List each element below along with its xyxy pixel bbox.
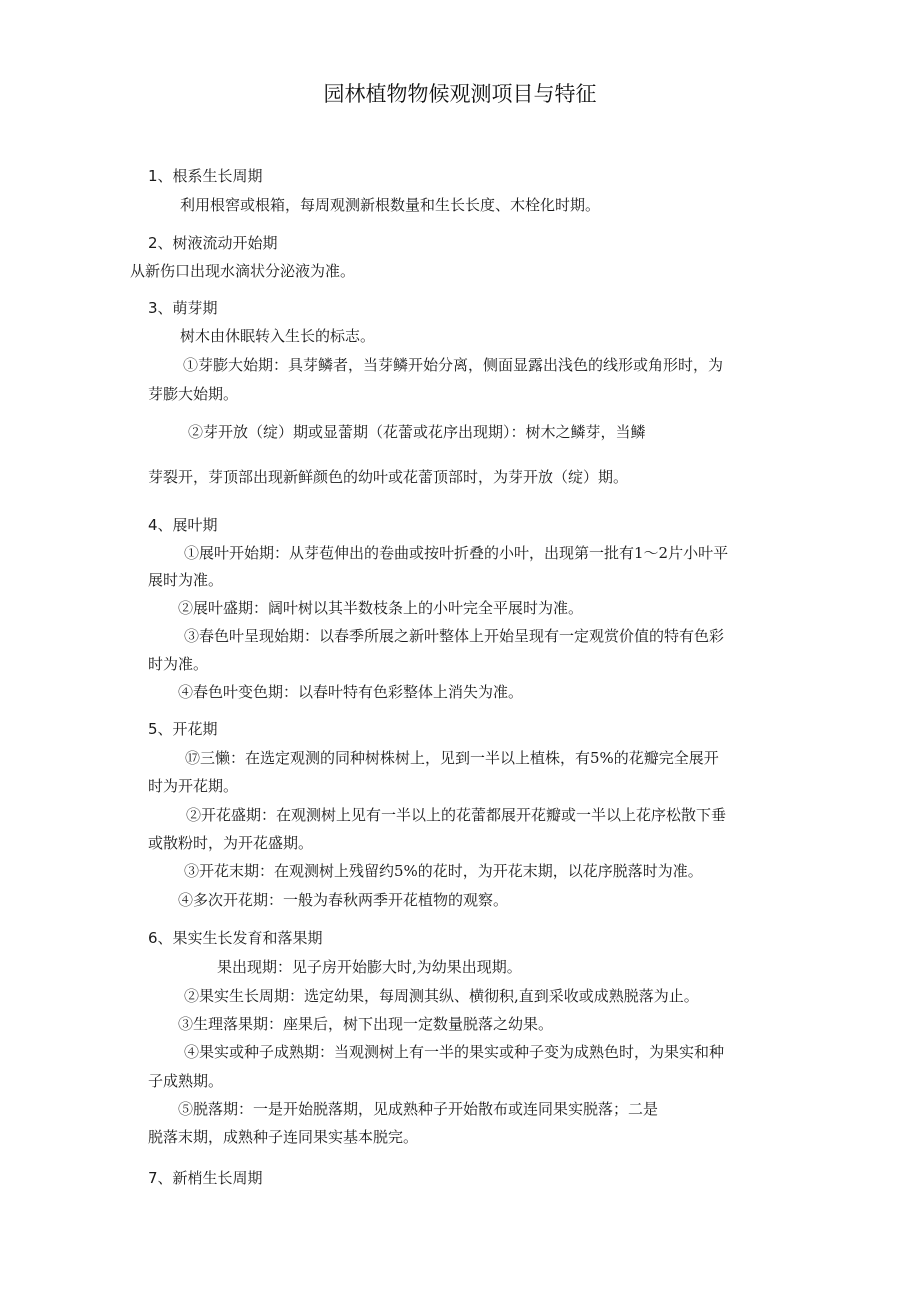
section-3-item-1-line-1: ①芽膨大始期：具芽鳞者，当芽鳞开始分离，侧面显露出浅色的线形或角形时，为 <box>183 356 724 374</box>
section-5-item-1-line-2: 时为开花期。 <box>148 777 239 795</box>
section-6-item-5-line-2: 脱落末期，成熟种子连同果实基本脱完。 <box>148 1128 419 1146</box>
section-4-item-3-line-2: 时为准。 <box>148 655 209 673</box>
section-5-item-4: ④多次开花期：一般为春秋两季开花植物的观察。 <box>178 891 509 909</box>
section-3-heading: 3、萌芽期 <box>148 299 218 317</box>
section-4-heading: 4、展叶期 <box>148 516 218 534</box>
section-6-heading: 6、果实生长发育和落果期 <box>148 929 323 947</box>
section-4-item-4: ④春色叶变色期：以春叶特有色彩整体上消失为准。 <box>178 683 524 701</box>
section-5-item-2-line-2: 或散粉时，为开花盛期。 <box>148 834 314 852</box>
section-3-item-2-line-1: ②芽开放（绽）期或显蕾期（花蕾或花序出现期）：树木之鳞芽，当鳞 <box>188 423 646 441</box>
section-4-item-2: ②展叶盛期：阔叶树以其半数枝条上的小叶完全平展时为准。 <box>178 599 584 617</box>
section-4-item-1-line-2: 展时为准。 <box>148 571 224 589</box>
section-1-heading: 1、根系生长周期 <box>148 167 263 185</box>
section-5-item-3: ③开花末期：在观测树上残留约5%的花时，为开花末期，以花序脱落时为准。 <box>184 862 703 880</box>
section-6-item-4-line-1: ④果实或种子成熟期：当观测树上有一半的果实或种子变为成熟色时，为果实和种 <box>184 1043 725 1061</box>
section-2-heading: 2、树液流动开始期 <box>148 234 278 252</box>
section-2-text: 从新伤口出现水滴状分泌液为准。 <box>130 262 356 280</box>
section-5-item-2-line-1: ②开花盛期：在观测树上见有一半以上的花蕾都展开花瓣或一半以上花序松散下垂 <box>186 806 727 824</box>
section-3-intro: 树木由休眠转入生长的标志。 <box>180 327 376 345</box>
section-6-item-1: 果出现期：见子房开始膨大时,为幼果出现期。 <box>217 958 522 976</box>
section-6-item-3: ③生理落果期：座果后，树下出现一定数量脱落之幼果。 <box>178 1015 554 1033</box>
section-3-item-2-line-2: 芽裂开，芽顶部出现新鲜颜色的幼叶或花蕾顶部时，为芽开放（绽）期。 <box>148 468 629 486</box>
section-4-item-1-line-1: ①展叶开始期：从芽苞伸出的卷曲或按叶折叠的小叶，出现第一批有1〜2片小叶平 <box>184 544 729 562</box>
section-3-item-1-line-2: 芽膨大始期。 <box>148 385 239 403</box>
section-6-item-5-line-1: ⑤脱落期：一是开始脱落期，见成熟种子开始散布或连同果实脱落；二是 <box>178 1100 659 1118</box>
section-7-heading: 7、新梢生长周期 <box>148 1169 263 1187</box>
section-6-item-4-line-2: 子成熟期。 <box>148 1072 224 1090</box>
section-5-heading: 5、开花期 <box>148 720 218 738</box>
page-title: 园林植物物候观测项目与特征 <box>323 82 597 106</box>
section-5-item-1-line-1: ⑰三懒：在选定观测的同种树株树上，见到一半以上植株，有5%的花瓣完全展开 <box>185 749 719 767</box>
section-4-item-3-line-1: ③春色叶呈现始期：以春季所展之新叶整体上开始呈现有一定观赏价值的特有色彩 <box>184 627 725 645</box>
section-1-text: 利用根窖或根箱，每周观测新根数量和生长长度、木栓化时期。 <box>180 196 601 214</box>
section-6-item-2: ②果实生长周期：选定幼果，每周测其纵、横彻积,直到采收或成熟脱落为止。 <box>184 987 699 1005</box>
